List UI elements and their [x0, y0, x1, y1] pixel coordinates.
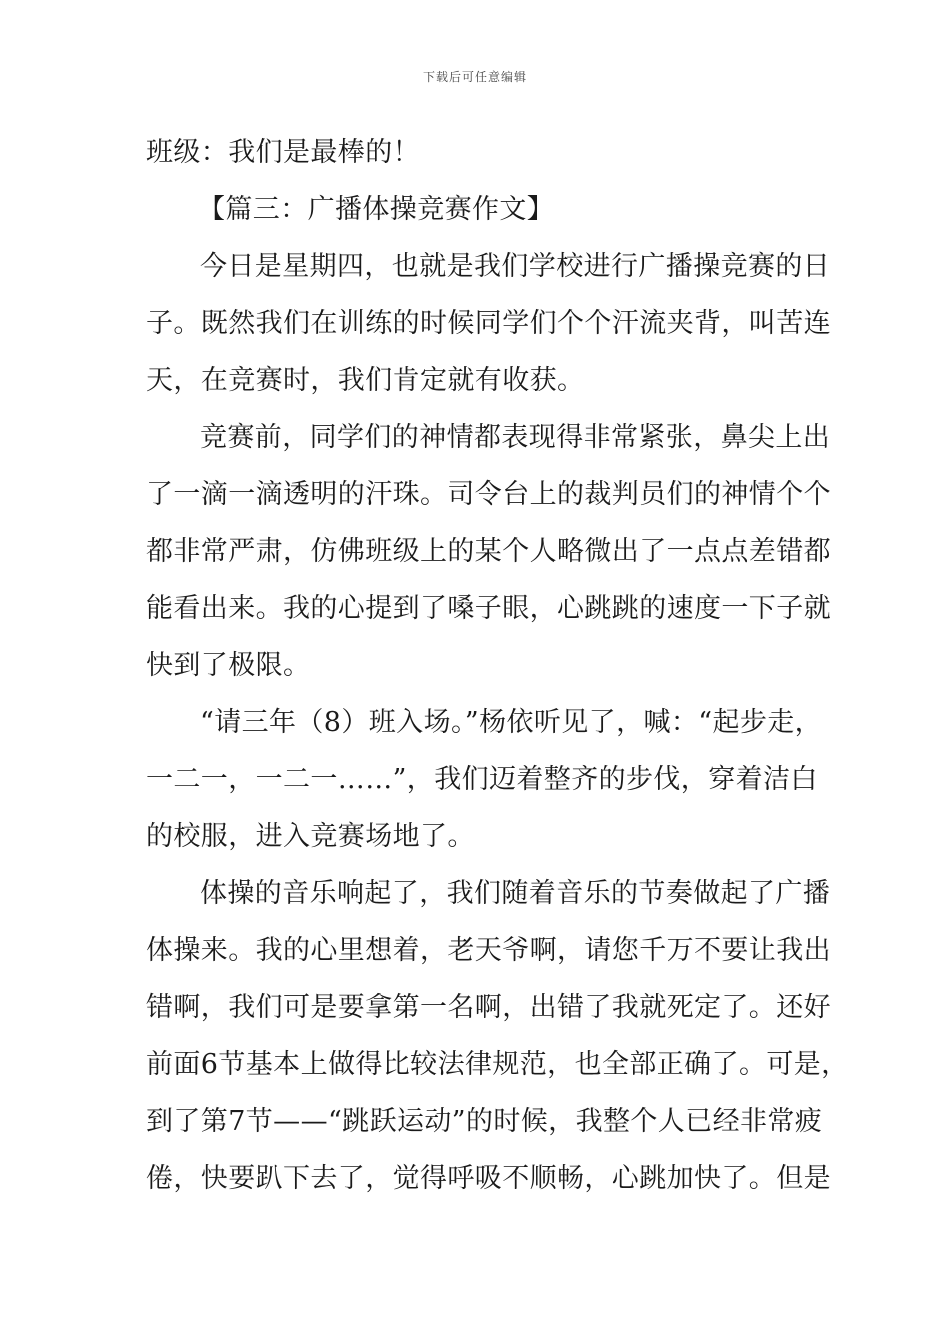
text-line: 倦，快要趴下去了，觉得呼吸不顺畅，心跳加快了。但是 — [146, 1163, 831, 1194]
paragraph-first-line: 体操的音乐响起了，我们随着音乐的节奏做起了广播 — [200, 878, 831, 909]
text-line: 了一滴一滴透明的汗珠。司令台上的裁判员们的神情个个 — [146, 479, 831, 510]
text-line: 快到了极限。 — [146, 650, 311, 681]
text-line: 到了第7节——“跳跃运动”的时候，我整个人已经非常疲 — [146, 1106, 823, 1137]
document-body — [146, 130, 849, 1213]
text-line: 一二一，一二一……”，我们迈着整齐的步伐，穿着洁白 — [146, 764, 818, 795]
text-line: 前面6节基本上做得比较法律规范，也全部正确了。可是， — [146, 1049, 849, 1080]
paragraph-first-line: “请三年（8）班入场。”杨依听见了，喊：“起步走， — [200, 707, 823, 738]
paragraph-first-line: 今日是星期四，也就是我们学校进行广播操竞赛的日 — [200, 251, 831, 282]
text-line: 天，在竞赛时，我们肯定就有收获。 — [146, 365, 585, 396]
text-line: 子。既然我们在训练的时候同学们个个汗流夹背，叫苦连 — [146, 308, 831, 339]
text-line: 班级：我们是最棒的！ — [146, 137, 420, 168]
section-heading: 【篇三：广播体操竞赛作文】 — [198, 194, 555, 225]
text-line: 能看出来。我的心提到了嗓子眼，心跳跳的速度一下子就 — [146, 593, 831, 624]
page-header: 下载后可任意编辑 — [422, 70, 527, 84]
paragraph-first-line: 竞赛前，同学们的神情都表现得非常紧张，鼻尖上出 — [200, 422, 831, 453]
text-line: 体操来。我的心里想着，老天爷啊，请您千万不要让我出 — [146, 935, 831, 966]
text-line: 的校服，进入竞赛场地了。 — [146, 821, 475, 852]
text-line: 都非常严肃，仿佛班级上的某个人略微出了一点点差错都 — [146, 536, 831, 567]
text-line: 错啊，我们可是要拿第一名啊，出错了我就死定了。还好 — [146, 992, 831, 1023]
